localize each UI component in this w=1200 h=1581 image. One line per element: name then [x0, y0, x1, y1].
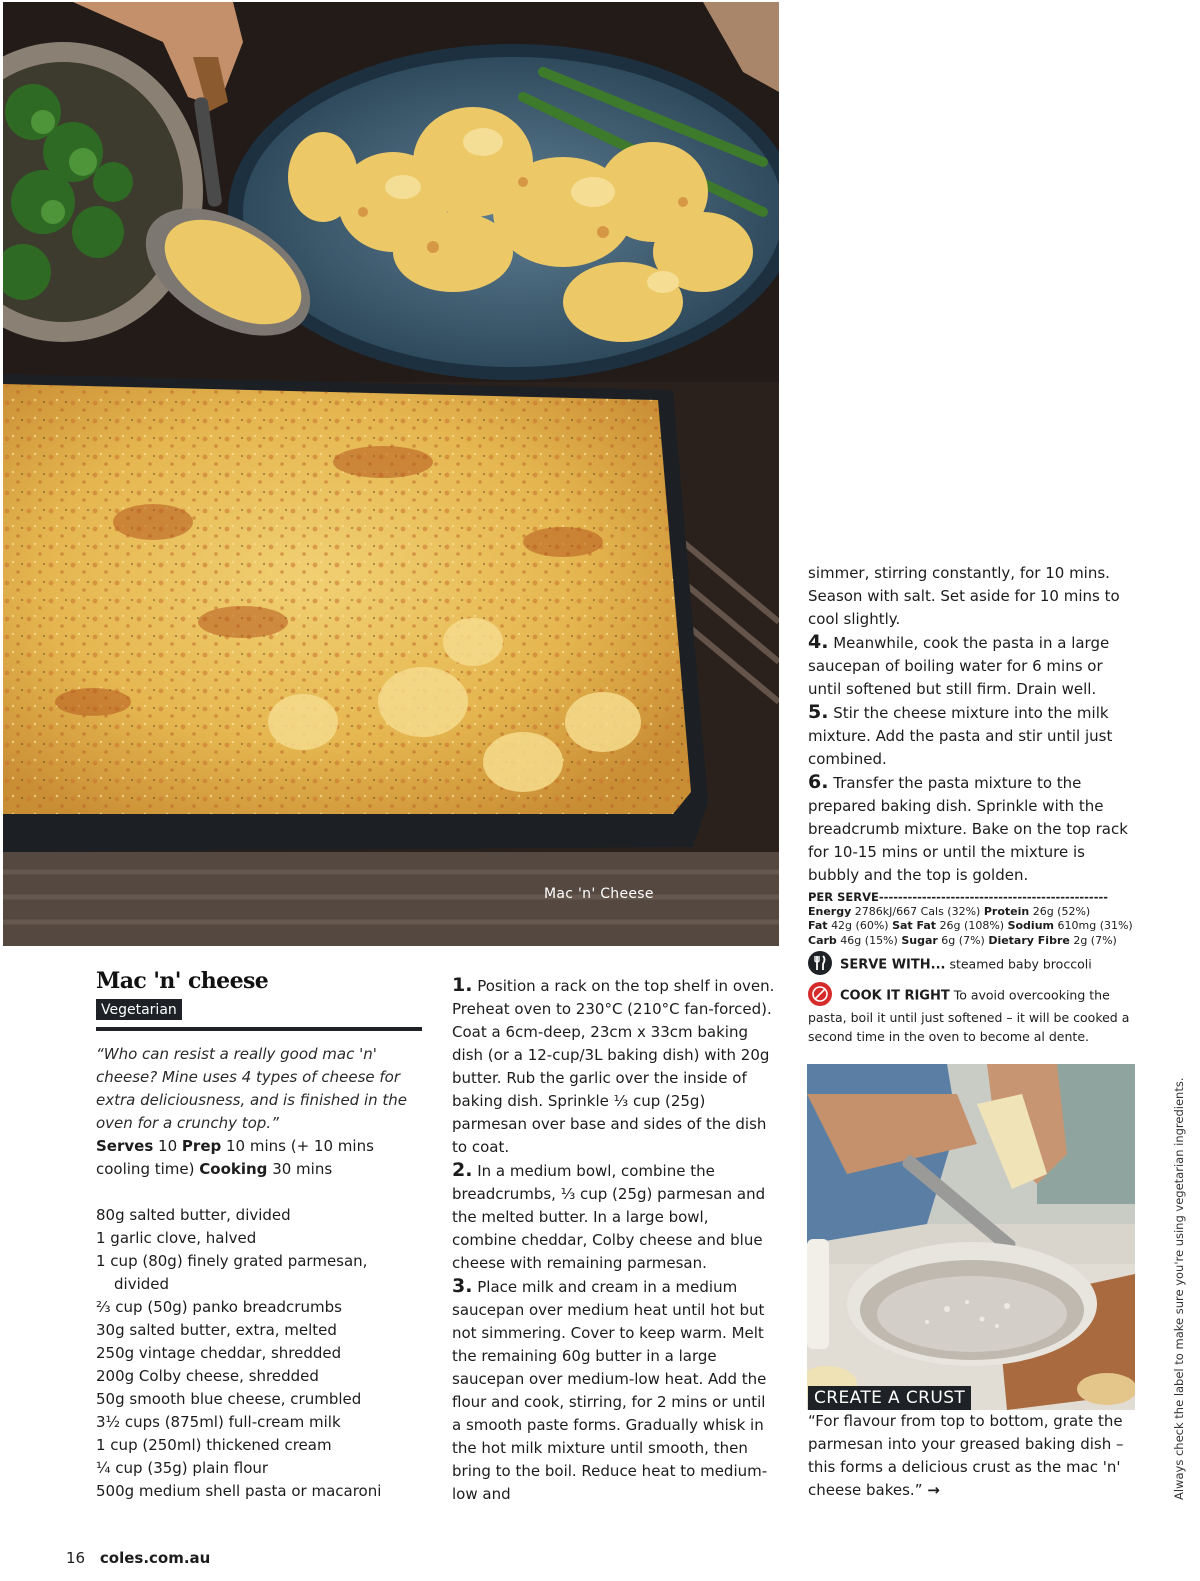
step-text: Stir the cheese mixture into the milk mixture. Add the pasta and stir until just combined. — [808, 704, 1113, 768]
step-text: Place milk and cream in a medium saucepan over medium heat until hot but not simmering. Cover to keep warm. Melt the remaining 60g butter in a large saucepan over medium-low heat. Add the flour and cook, stirring, for 2 mins or until a smooth paste forms. Gradually whisk in the hot milk mixture until smooth, then bring to the boil. Reduce heat to medium-low and — [452, 1278, 768, 1503]
method-step-4 — [808, 631, 1138, 701]
ingredient-item: 50g smooth blue cheese, crumbled — [96, 1390, 362, 1408]
step-number: 2. — [452, 1159, 473, 1181]
ingredient-item: 1 cup (250ml) thickened cream — [96, 1436, 332, 1454]
step-number: 5. — [808, 701, 829, 723]
serves-value: 10 — [158, 1137, 178, 1155]
step-text: Position a rack on the top shelf in oven. Preheat oven to 230°C (210°C fan-forced). Coat a 6cm-deep, 23cm x 33cm baking dish (or a 12-cup/3L baking dish) with 20g butter. Rub the garlic over the inside of baking dish. Sprinkle ⅓ cup (25g) parmesan over base and sides of the dish to coat. — [452, 977, 775, 1156]
method-step-3 — [452, 1275, 777, 1506]
step-number: 6. — [808, 771, 829, 793]
nutrition-row: Fat 42g (60%) Sat Fat 26g (108%) Sodium 610mg (31%) — [808, 919, 1133, 932]
photo-caption: Mac 'n' Cheese — [544, 886, 654, 902]
prep-label: Prep — [181, 1137, 222, 1155]
ingredient-item: 80g salted butter, divided — [96, 1206, 291, 1224]
step-text: Transfer the pasta mixture to the prepared baking dish. Sprinkle with the breadcrumb mixture. Bake on the top rack for 10-15 mins or until the mixture is bubbly and the top is golden. — [808, 774, 1128, 884]
method-column-2 — [808, 562, 1138, 887]
ingredient-item: 200g Colby cheese, shredded — [96, 1367, 319, 1385]
grating-parmesan-photo — [807, 1064, 1135, 1410]
method-step-2 — [452, 1159, 777, 1275]
method-step-1 — [452, 974, 777, 1159]
site-link[interactable]: coles.com.au — [99, 1549, 211, 1567]
serve-with-note — [808, 953, 1138, 977]
title-divider — [96, 1027, 422, 1031]
cook-it-right-label: COOK IT RIGHT — [839, 988, 950, 1004]
tip-quote-text: “For flavour from top to bottom, grate the parmesan into your greased baking dish – this forms a delicious crust as the mac 'n' cheese bakes.” — [808, 1412, 1124, 1499]
vegetarian-badge: Vegetarian — [96, 999, 182, 1020]
page-number: 16 — [66, 1549, 86, 1567]
method-step-6 — [808, 771, 1138, 887]
no-overcook-icon — [808, 982, 832, 1006]
create-a-crust-label: CREATE A CRUST — [808, 1386, 971, 1410]
serve-with-label: SERVE WITH... — [839, 957, 946, 973]
nutrition-row: Energy 2786kJ/667 Cals (32%) Protein 26g (52%) — [808, 904, 1091, 918]
cooking-value: 30 mins — [272, 1160, 333, 1178]
ingredient-item: ¼ cup (35g) plain flour — [96, 1459, 269, 1477]
method-column-1 — [452, 974, 777, 1506]
step-text: Meanwhile, cook the pasta in a large saucepan of boiling water for 6 mins or until softened but still firm. Drain well. — [808, 634, 1110, 698]
recipe-intro-quote: “Who can resist a really good mac 'n' cheese? Mine uses 4 types of cheese for extra deliciousness, and is finished in the oven for a crunchy top.” — [96, 1045, 408, 1132]
nutrition-row: Carb 46g (15%) Sugar 6g (7%) Dietary Fibre 2g (7%) — [808, 933, 1117, 947]
nutrition-heading: PER SERVE------------------------------------------------ — [808, 890, 1109, 904]
cook-it-right-text: To avoid overcooking the pasta, boil it until just softened – it will be cooked a second time in the oven to become al dente. — [808, 987, 1130, 1044]
ingredient-item: 30g salted butter, extra, melted — [96, 1321, 337, 1339]
prep-value: 10 mins (+ 10 mins cooling time) — [96, 1137, 374, 1178]
serve-with-text: steamed baby broccoli — [949, 956, 1092, 972]
cutlery-icon — [808, 951, 832, 975]
page-footer — [66, 1549, 210, 1567]
create-a-crust-quote — [808, 1410, 1138, 1502]
ingredient-item: 1 cup (80g) finely grated parmesan, — [96, 1252, 368, 1270]
vegetarian-label-note: Always check the label to make sure you're using vegetarian ingredients. — [1172, 1077, 1186, 1500]
ingredient-item-continued: divided — [114, 1275, 170, 1293]
step-text: In a medium bowl, combine the breadcrumbs, ⅓ cup (25g) parmesan and the melted butter. In a large bowl, combine cheddar, Colby cheese and blue cheese with remaining parmesan. — [452, 1162, 766, 1272]
hero-photo — [3, 2, 779, 946]
arrow-right-icon: → — [927, 1481, 940, 1499]
recipe-title: Mac 'n' cheese — [96, 968, 269, 994]
cooking-label: Cooking — [199, 1160, 268, 1178]
ingredient-item: 1 garlic clove, halved — [96, 1229, 257, 1247]
ingredient-item: ⅔ cup (50g) panko breadcrumbs — [96, 1298, 342, 1316]
serves-label: Serves — [96, 1137, 154, 1155]
step-number: 4. — [808, 631, 829, 653]
ingredient-item: 3½ cups (875ml) full-cream milk — [96, 1413, 341, 1431]
method-step-5 — [808, 701, 1138, 771]
nutrition-panel — [808, 890, 1138, 948]
ingredient-item: 500g medium shell pasta or macaroni — [96, 1482, 382, 1500]
method-step-3-continued: simmer, stirring constantly, for 10 mins. Season with salt. Set aside for 10 mins to cool slightly. — [808, 564, 1120, 628]
cook-it-right-note — [808, 984, 1138, 1046]
recipe-meta — [96, 1135, 426, 1181]
ingredients-list — [96, 1204, 426, 1503]
ingredient-item: 250g vintage cheddar, shredded — [96, 1344, 342, 1362]
step-number: 1. — [452, 974, 473, 996]
mac-n-cheese-photo — [3, 2, 779, 946]
step-number: 3. — [452, 1275, 473, 1297]
